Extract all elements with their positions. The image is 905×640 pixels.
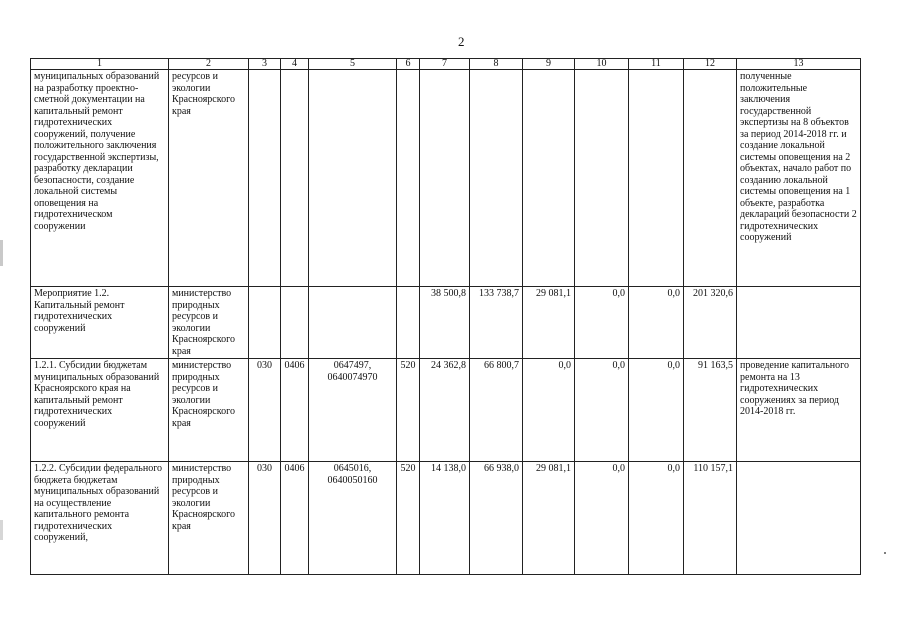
table-row	[31, 359, 861, 462]
cell-value	[470, 70, 523, 287]
cell-rzpr	[281, 287, 309, 359]
cell-value: 0,0	[629, 359, 684, 462]
col-header-6: 6	[397, 59, 420, 70]
col-header-5: 5	[309, 59, 397, 70]
cell-rzpr: 0406	[281, 359, 309, 462]
cell-total	[684, 70, 737, 287]
col-header-12: 12	[684, 59, 737, 70]
cell-value	[420, 70, 470, 287]
cell-value: 66 800,7	[470, 359, 523, 462]
page-number: 2	[458, 34, 465, 49]
cell-value: 29 081,1	[523, 462, 575, 575]
cell-description: 1.2.2. Субсидии федерального бюджета бюджетам муниципальных образований на осуществление капитального ремонта гидротехнических сооружений,	[31, 462, 169, 575]
cell-value: 0,0	[575, 287, 629, 359]
col-header-10: 10	[575, 59, 629, 70]
cell-value: 0,0	[575, 359, 629, 462]
cell-total: 201 320,6	[684, 287, 737, 359]
cell-value: 0,0	[575, 462, 629, 575]
cell-result: полученные положительные заключения государственной экспертизы на 8 объектов за период 2014-2018 гг. и создание локальной системы оповещения на 2 объектах, начало работ по созданию локальной системы оповещения на 1 объекте, разработка деклараций безопасности 2 гидротехнических сооружений	[737, 70, 861, 287]
cell-grbs: 030	[249, 359, 281, 462]
table-row	[31, 462, 861, 575]
col-header-7: 7	[420, 59, 470, 70]
cell-value: 0,0	[629, 287, 684, 359]
table-row	[31, 287, 861, 359]
scan-artifact	[0, 240, 3, 266]
cell-value: 0,0	[523, 359, 575, 462]
scan-dot	[884, 552, 886, 554]
cell-vr: 520	[397, 462, 420, 575]
cell-value	[523, 70, 575, 287]
cell-grbs: 030	[249, 462, 281, 575]
cell-grbs	[249, 70, 281, 287]
cell-rzpr: 0406	[281, 462, 309, 575]
cell-csr	[309, 287, 397, 359]
col-header-9: 9	[523, 59, 575, 70]
cell-result	[737, 462, 861, 575]
cell-executor: министерство природных ресурсов и экологии Красноярского края	[169, 359, 249, 462]
cell-total: 110 157,1	[684, 462, 737, 575]
col-header-1: 1	[31, 59, 169, 70]
col-header-4: 4	[281, 59, 309, 70]
cell-result: проведение капитального ремонта на 13 гидротехнических сооружениях за период 2014-2018 гг.	[737, 359, 861, 462]
cell-rzpr	[281, 70, 309, 287]
scan-artifact	[0, 520, 3, 540]
cell-value: 0,0	[629, 462, 684, 575]
cell-description: 1.2.1. Субсидии бюджетам муниципальных образований Красноярского края на капитальный ремонт гидротехнических сооружений	[31, 359, 169, 462]
cell-value: 133 738,7	[470, 287, 523, 359]
cell-result	[737, 287, 861, 359]
cell-csr	[309, 70, 397, 287]
col-header-11: 11	[629, 59, 684, 70]
cell-value: 24 362,8	[420, 359, 470, 462]
cell-value: 14 138,0	[420, 462, 470, 575]
cell-description: муниципальных образований на разработку проектно-сметной документации на капитальный ремонт гидротехнических сооружений, получение положительного заключения государственной экспертизы, разработку декларации безопасности, создание локальной системы оповещения на гидротехническом сооружении	[31, 70, 169, 287]
cell-grbs	[249, 287, 281, 359]
col-header-3: 3	[249, 59, 281, 70]
cell-total: 91 163,5	[684, 359, 737, 462]
cell-value: 29 081,1	[523, 287, 575, 359]
program-table	[30, 58, 861, 575]
cell-value: 38 500,8	[420, 287, 470, 359]
cell-vr: 520	[397, 359, 420, 462]
cell-vr	[397, 70, 420, 287]
cell-executor: министерство природных ресурсов и экологии Красноярского края	[169, 462, 249, 575]
cell-description: Мероприятие 1.2. Капитальный ремонт гидротехнических сооружений	[31, 287, 169, 359]
col-header-2: 2	[169, 59, 249, 70]
cell-vr	[397, 287, 420, 359]
col-header-13: 13	[737, 59, 861, 70]
table-row	[31, 70, 861, 287]
cell-executor: ресурсов и экологии Красноярского края	[169, 70, 249, 287]
cell-csr: 0647497, 0640074970	[309, 359, 397, 462]
cell-value	[629, 70, 684, 287]
header-row	[31, 59, 861, 70]
cell-executor: министерство природных ресурсов и экологии Красноярского края	[169, 287, 249, 359]
cell-csr: 0645016, 0640050160	[309, 462, 397, 575]
col-header-8: 8	[470, 59, 523, 70]
cell-value: 66 938,0	[470, 462, 523, 575]
cell-value	[575, 70, 629, 287]
